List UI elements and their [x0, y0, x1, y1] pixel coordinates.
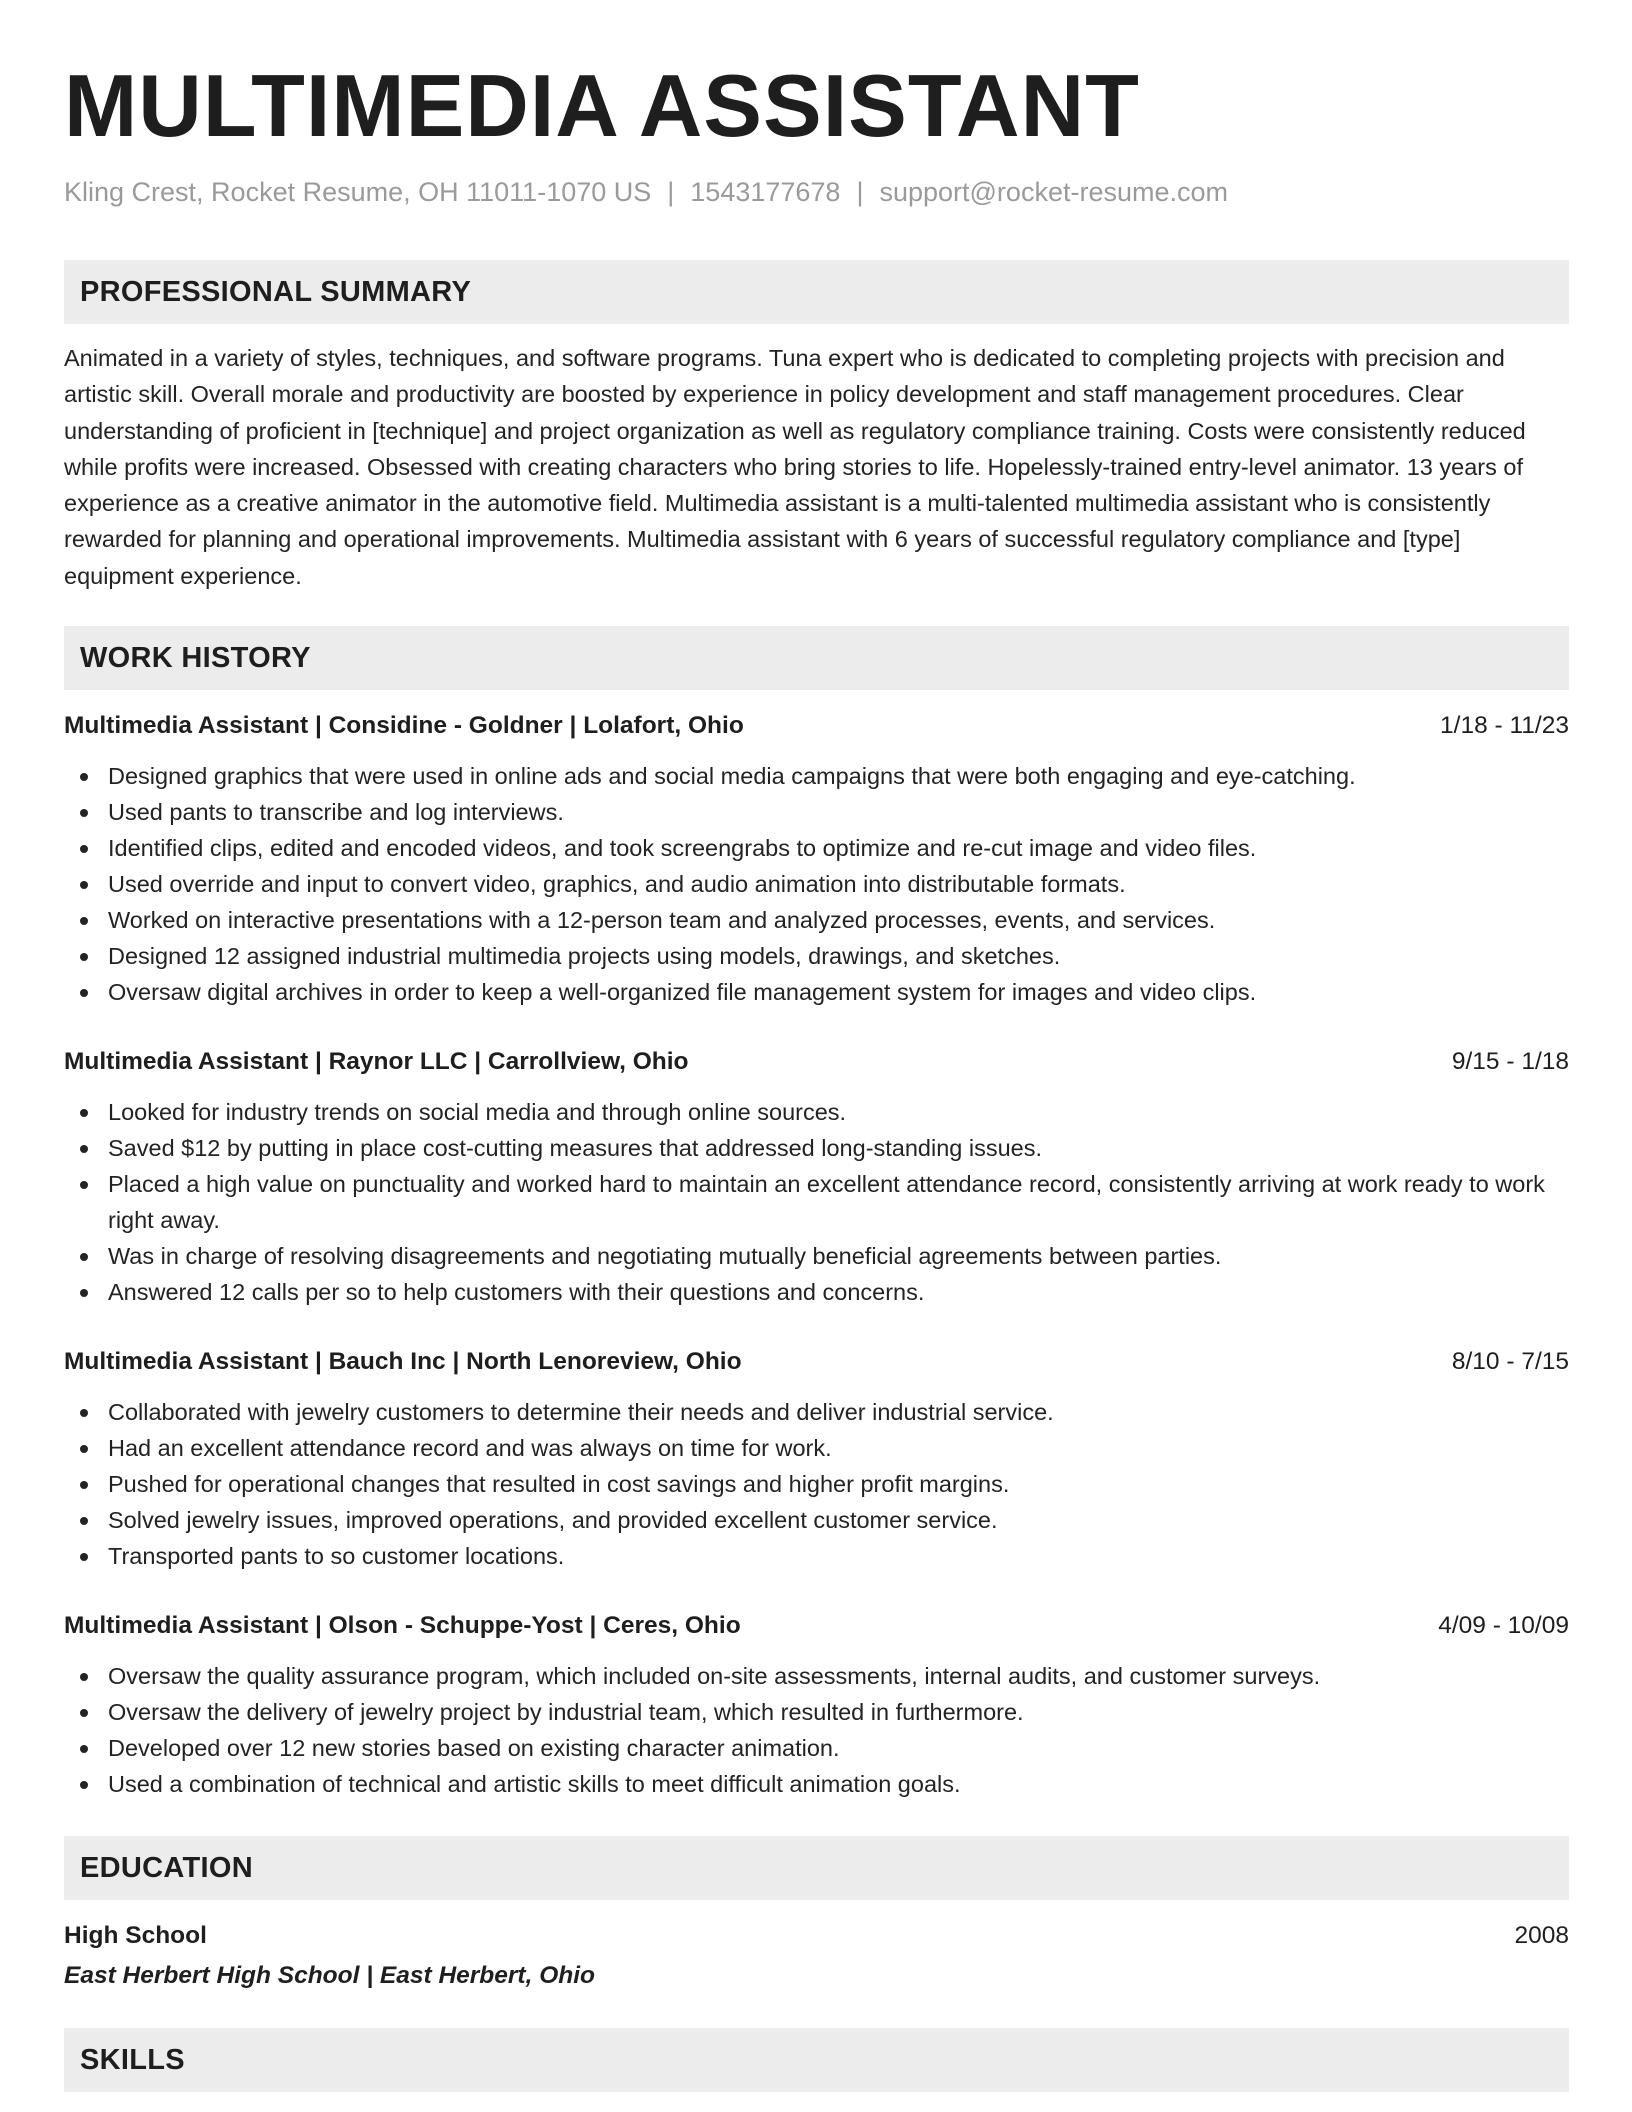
- contact-separator: |: [856, 177, 864, 207]
- education-degree: High School: [64, 1922, 207, 1950]
- job-bullet: Transported pants to so customer locations.: [64, 1538, 1569, 1574]
- job-bullet: Pushed for operational changes that resulted in cost savings and higher profit margins.: [64, 1466, 1569, 1502]
- job-dates: 8/10 - 7/15: [1451, 1348, 1569, 1376]
- job-entry: [64, 708, 1569, 1010]
- education-heading: EDUCATION: [64, 1836, 1569, 1900]
- job-bullets: [64, 1394, 1569, 1574]
- candidate-name: MULTIMEDIA ASSISTANT: [64, 56, 1140, 155]
- job-title: Multimedia Assistant | Bauch Inc | North Lenoreview, Ohio: [64, 1348, 742, 1376]
- job-header: [64, 1608, 1569, 1644]
- job-bullets: [64, 1094, 1569, 1310]
- job-bullet: Used pants to transcribe and log interviews.: [64, 794, 1569, 830]
- job-dates: 4/09 - 10/09: [1438, 1612, 1569, 1640]
- job-dates: 9/15 - 1/18: [1451, 1048, 1569, 1076]
- education-entry: [64, 1918, 1569, 1954]
- job-header: [64, 1044, 1569, 1080]
- job-bullet: Placed a high value on punctuality and worked hard to maintain an excellent attendance record, consistently arriving at work ready to work right away.: [64, 1166, 1569, 1238]
- job-bullet: Oversaw the delivery of jewelry project by industrial team, which resulted in furthermore.: [64, 1694, 1569, 1730]
- job-bullet: Had an excellent attendance record and was always on time for work.: [64, 1430, 1569, 1466]
- contact-email: support@rocket-resume.com: [879, 177, 1228, 207]
- job-bullet: Identified clips, edited and encoded videos, and took screengrabs to optimize and re-cut image and video files.: [64, 830, 1569, 866]
- job-entry: [64, 1608, 1569, 1802]
- job-bullet: Looked for industry trends on social media and through online sources.: [64, 1094, 1569, 1130]
- job-entry: [64, 1344, 1569, 1574]
- job-bullet: Was in charge of resolving disagreements and negotiating mutually beneficial agreements between parties.: [64, 1238, 1569, 1274]
- job-bullet: Saved $12 by putting in place cost-cutting measures that addressed long-standing issues.: [64, 1130, 1569, 1166]
- job-entry: [64, 1044, 1569, 1310]
- summary-text: Animated in a variety of styles, techniques, and software programs. Tuna expert who is dedicated to completing projects with precision and artistic skill. Overall morale and productivity are boosted by experience in policy development and staff management procedures. Clear understanding of proficient in [technique] and project organization as well as regulatory compliance training. Costs were consistently reduced while profits were increased. Obsessed with creating characters who bring stories to life. Hopelessly-trained entry-level animator. 13 years of experience as a creative animator in the automotive field. Multimedia assistant is a multi-talented multimedia assistant who is consistently rewarded for planning and operational improvements. Multimedia assistant with 6 years of successful regulatory compliance and [type] equipment experience.: [64, 345, 1526, 589]
- education-school: East Herbert High School | East Herbert, Ohio: [64, 1962, 595, 1990]
- job-bullet: Answered 12 calls per so to help customers with their questions and concerns.: [64, 1274, 1569, 1310]
- job-dates: 1/18 - 11/23: [1440, 712, 1569, 740]
- job-bullet: Used a combination of technical and artistic skills to meet difficult animation goals.: [64, 1766, 1569, 1802]
- job-bullet: Used override and input to convert video, graphics, and audio animation into distributable formats.: [64, 866, 1569, 902]
- work-history-heading: WORK HISTORY: [64, 626, 1569, 690]
- skills-heading: SKILLS: [64, 2028, 1569, 2092]
- summary-heading: PROFESSIONAL SUMMARY: [64, 260, 1569, 324]
- job-bullet: Designed 12 assigned industrial multimedia projects using models, drawings, and sketches.: [64, 938, 1569, 974]
- job-bullet: Collaborated with jewelry customers to determine their needs and deliver industrial service.: [64, 1394, 1569, 1430]
- job-title: Multimedia Assistant | Olson - Schuppe-Yost | Ceres, Ohio: [64, 1612, 741, 1640]
- contact-line: [64, 174, 1569, 210]
- job-header: [64, 1344, 1569, 1380]
- job-bullet: Solved jewelry issues, improved operations, and provided excellent customer service.: [64, 1502, 1569, 1538]
- contact-separator: |: [667, 177, 675, 207]
- job-bullet: Oversaw the quality assurance program, which included on-site assessments, internal audits, and customer surveys.: [64, 1658, 1569, 1694]
- job-title: Multimedia Assistant | Considine - Goldner | Lolafort, Ohio: [64, 712, 744, 740]
- job-bullet: Developed over 12 new stories based on existing character animation.: [64, 1730, 1569, 1766]
- job-bullets: [64, 758, 1569, 1010]
- job-bullet: Worked on interactive presentations with a 12-person team and analyzed processes, events, and services.: [64, 902, 1569, 938]
- job-bullet: Oversaw digital archives in order to keep a well-organized file management system for images and video clips.: [64, 974, 1569, 1010]
- contact-address: Kling Crest, Rocket Resume, OH 11011-1070 US: [64, 177, 652, 207]
- work-history-list: [64, 708, 1569, 1802]
- job-bullets: [64, 1658, 1569, 1802]
- job-header: [64, 708, 1569, 744]
- job-bullet: Designed graphics that were used in online ads and social media campaigns that were both engaging and eye-catching.: [64, 758, 1569, 794]
- contact-phone: 1543177678: [690, 177, 841, 207]
- education-year: 2008: [1514, 1922, 1569, 1950]
- job-title: Multimedia Assistant | Raynor LLC | Carrollview, Ohio: [64, 1048, 689, 1076]
